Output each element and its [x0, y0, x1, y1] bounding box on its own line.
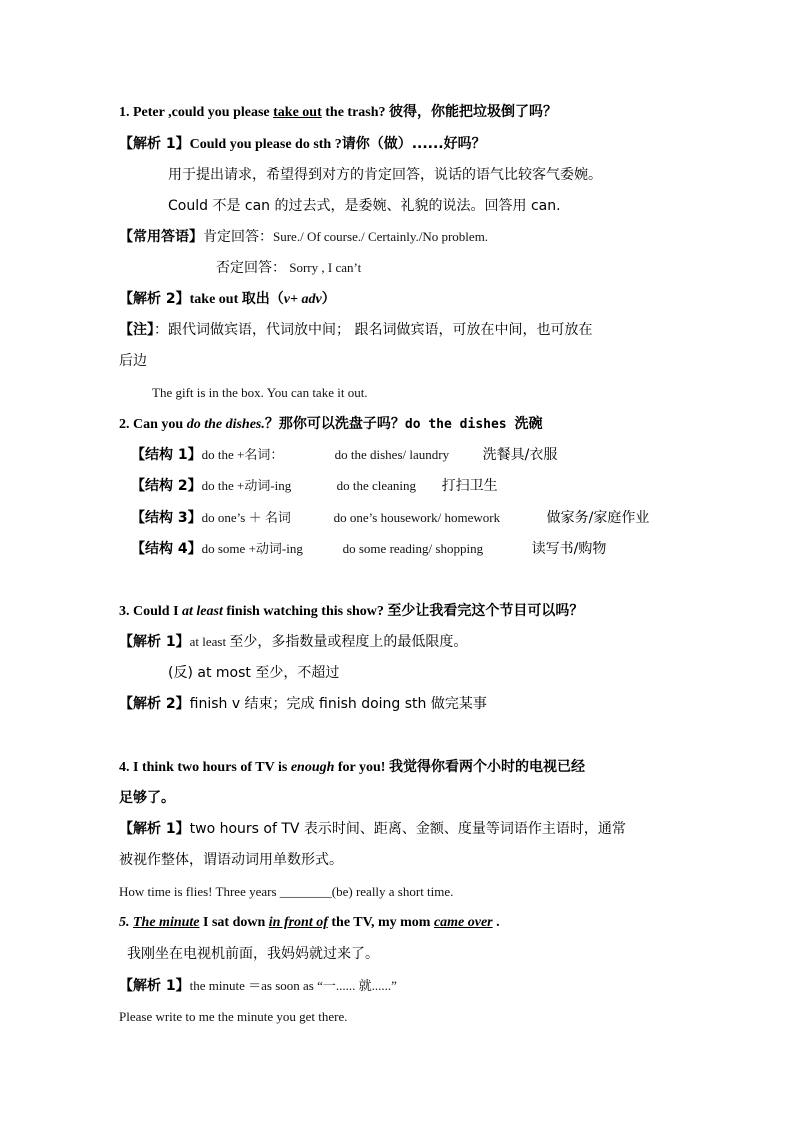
q5-the-minute: The minute	[133, 915, 200, 930]
q2-number: 2. Can you	[119, 417, 187, 432]
structure-example: do the dishes/ laundry	[334, 447, 450, 462]
q2-qmark: ？	[264, 416, 279, 432]
structure-meaning: 洗餐具/衣服	[482, 447, 558, 463]
note-continuation: 后边	[119, 353, 147, 369]
example-sentence: The gift is in the box. You can take it out.	[152, 385, 368, 400]
q4-translation: 我觉得你看两个小时的电视已经	[388, 759, 585, 775]
q5-example: Please write to me the minute you get there.	[119, 1009, 348, 1024]
analysis-en: Could you please do sth ?	[189, 137, 342, 152]
structure-tag: 【结构 1】	[131, 447, 202, 463]
q2-translation: 那你可以洗盘子吗？	[278, 416, 405, 432]
analysis-1-line	[119, 134, 486, 155]
analysis-text: the minute ＝as soon as “一...... 就......”	[189, 978, 397, 993]
q4-exercise: How time is flies! Three years ________(be) really a short time.	[119, 884, 454, 899]
q1-translation: 彼得，你能把垃圾倒了吗？	[389, 104, 558, 120]
paren-close: ）	[321, 291, 336, 307]
vadv-label: v+ adv	[283, 292, 322, 307]
q5-in-front-of: in front of	[268, 915, 328, 930]
common-replies	[119, 227, 488, 248]
analysis-2-line	[119, 289, 336, 310]
q3-antonym: (反) at most 至少，不超过	[168, 665, 340, 681]
q4-analysis-cont: 被视作整体，谓语动词用单数形式。	[119, 852, 343, 868]
q3-sentence	[119, 601, 583, 622]
analysis-tag: 【解析 1】	[119, 634, 190, 650]
structure-meaning: 做家务/家庭作业	[546, 510, 650, 526]
analysis-tag: 【解析 1】	[119, 136, 190, 152]
q2-phrase: do the dishes.	[186, 417, 265, 432]
q2-meaning: 洗碗	[514, 416, 543, 432]
q5-part: the TV, my mom	[327, 915, 434, 930]
q1-sentence	[119, 102, 557, 123]
q1-rest: the trash?	[321, 105, 390, 120]
structure-tag: 【结构 2】	[131, 478, 202, 494]
q3-rest: finish watching this show?	[222, 604, 388, 619]
q1-take-out: take out	[273, 105, 322, 120]
q3-translation: 至少让我看完这个节目可以吗？	[387, 603, 584, 619]
q4-word: enough	[290, 760, 335, 775]
q5-part: I sat down	[199, 915, 269, 930]
structure-4	[131, 539, 606, 560]
q1-number: 1. Peter ,could you please	[119, 105, 274, 120]
q5-number: 5.	[119, 915, 133, 930]
analysis-text: finish v 结束；完成 finish doing sth 做完某事	[189, 696, 487, 712]
q5-analysis-1	[119, 976, 397, 997]
structure-pattern: do the +名词：	[201, 447, 284, 462]
analysis-cn: 取出（	[241, 291, 284, 307]
analysis-en: at least	[189, 634, 230, 649]
negative-label: 否定回答：	[216, 260, 286, 276]
negative-reply: Sorry , I can’t	[286, 260, 362, 275]
q5-sentence	[119, 913, 500, 933]
structure-tag: 【结构 4】	[131, 541, 202, 557]
q3-phrase: at least	[182, 604, 223, 619]
structure-tag: 【结构 3】	[131, 510, 202, 526]
q4-analysis-1	[119, 819, 626, 840]
structure-2	[131, 476, 498, 497]
negative-replies	[216, 258, 361, 279]
analysis-cn: 请你（做）......好吗？	[341, 136, 486, 152]
structure-example: do one’s housework/ homework	[333, 510, 501, 525]
replies-tag: 【常用答语】	[119, 229, 203, 245]
structure-example: do some reading/ shopping	[342, 541, 484, 556]
note-line	[119, 320, 592, 341]
analysis-tag: 【解析 2】	[119, 696, 190, 712]
analysis-tag: 【解析 2】	[119, 291, 190, 307]
q4-translation-cont: 足够了。	[119, 790, 175, 806]
note-text: ：跟代词做宾语，代词放中间； 跟名词做宾语，可放在中间，也可放在	[154, 322, 593, 338]
q2-phrase-repeat: do the dishes	[404, 417, 515, 432]
q5-end: .	[492, 915, 500, 930]
q2-sentence	[119, 414, 542, 435]
q4-sentence	[119, 757, 585, 778]
q5-translation: 我刚坐在电视机前面，我妈妈就过来了。	[127, 946, 379, 962]
analysis-en: take out	[189, 292, 242, 307]
analysis-cn: 至少，多指数量或程度上的最低限度。	[229, 634, 468, 650]
structure-3	[131, 508, 649, 529]
structure-pattern: do some +动词-ing	[201, 541, 303, 556]
q4-number: 4. I think two hours of TV is	[119, 760, 291, 775]
q3-analysis-1	[119, 632, 467, 653]
positive-label: 肯定回答：	[203, 229, 273, 245]
q5-came-over: came over	[433, 915, 493, 930]
structure-meaning: 读写书/购物	[531, 541, 607, 557]
structure-pattern: do one’s ＋ 名词	[201, 510, 291, 525]
analysis-tag: 【解析 1】	[119, 978, 190, 994]
structure-meaning: 打扫卫生	[441, 478, 498, 494]
structure-example: do the cleaning	[336, 478, 417, 493]
structure-1	[131, 445, 557, 466]
analysis-tag: 【解析 1】	[119, 821, 190, 837]
could-note: Could 不是 can 的过去式，是委婉、礼貌的说法。回答用 can.	[168, 198, 561, 214]
analysis-text: two hours of TV 表示时间、距离、金额、度量等词语作主语时，通常	[189, 821, 626, 837]
usage-note: 用于提出请求，希望得到对方的肯定回答，说话的语气比较客气委婉。	[168, 167, 602, 183]
q4-rest: for you!	[334, 760, 389, 775]
q3-number: 3. Could I	[119, 604, 183, 619]
structure-pattern: do the +动词-ing	[201, 478, 292, 493]
note-tag: 【注】	[119, 322, 154, 338]
positive-replies: Sure./ Of course./ Certainly./No problem.	[273, 229, 489, 244]
q3-analysis-2	[119, 694, 487, 715]
